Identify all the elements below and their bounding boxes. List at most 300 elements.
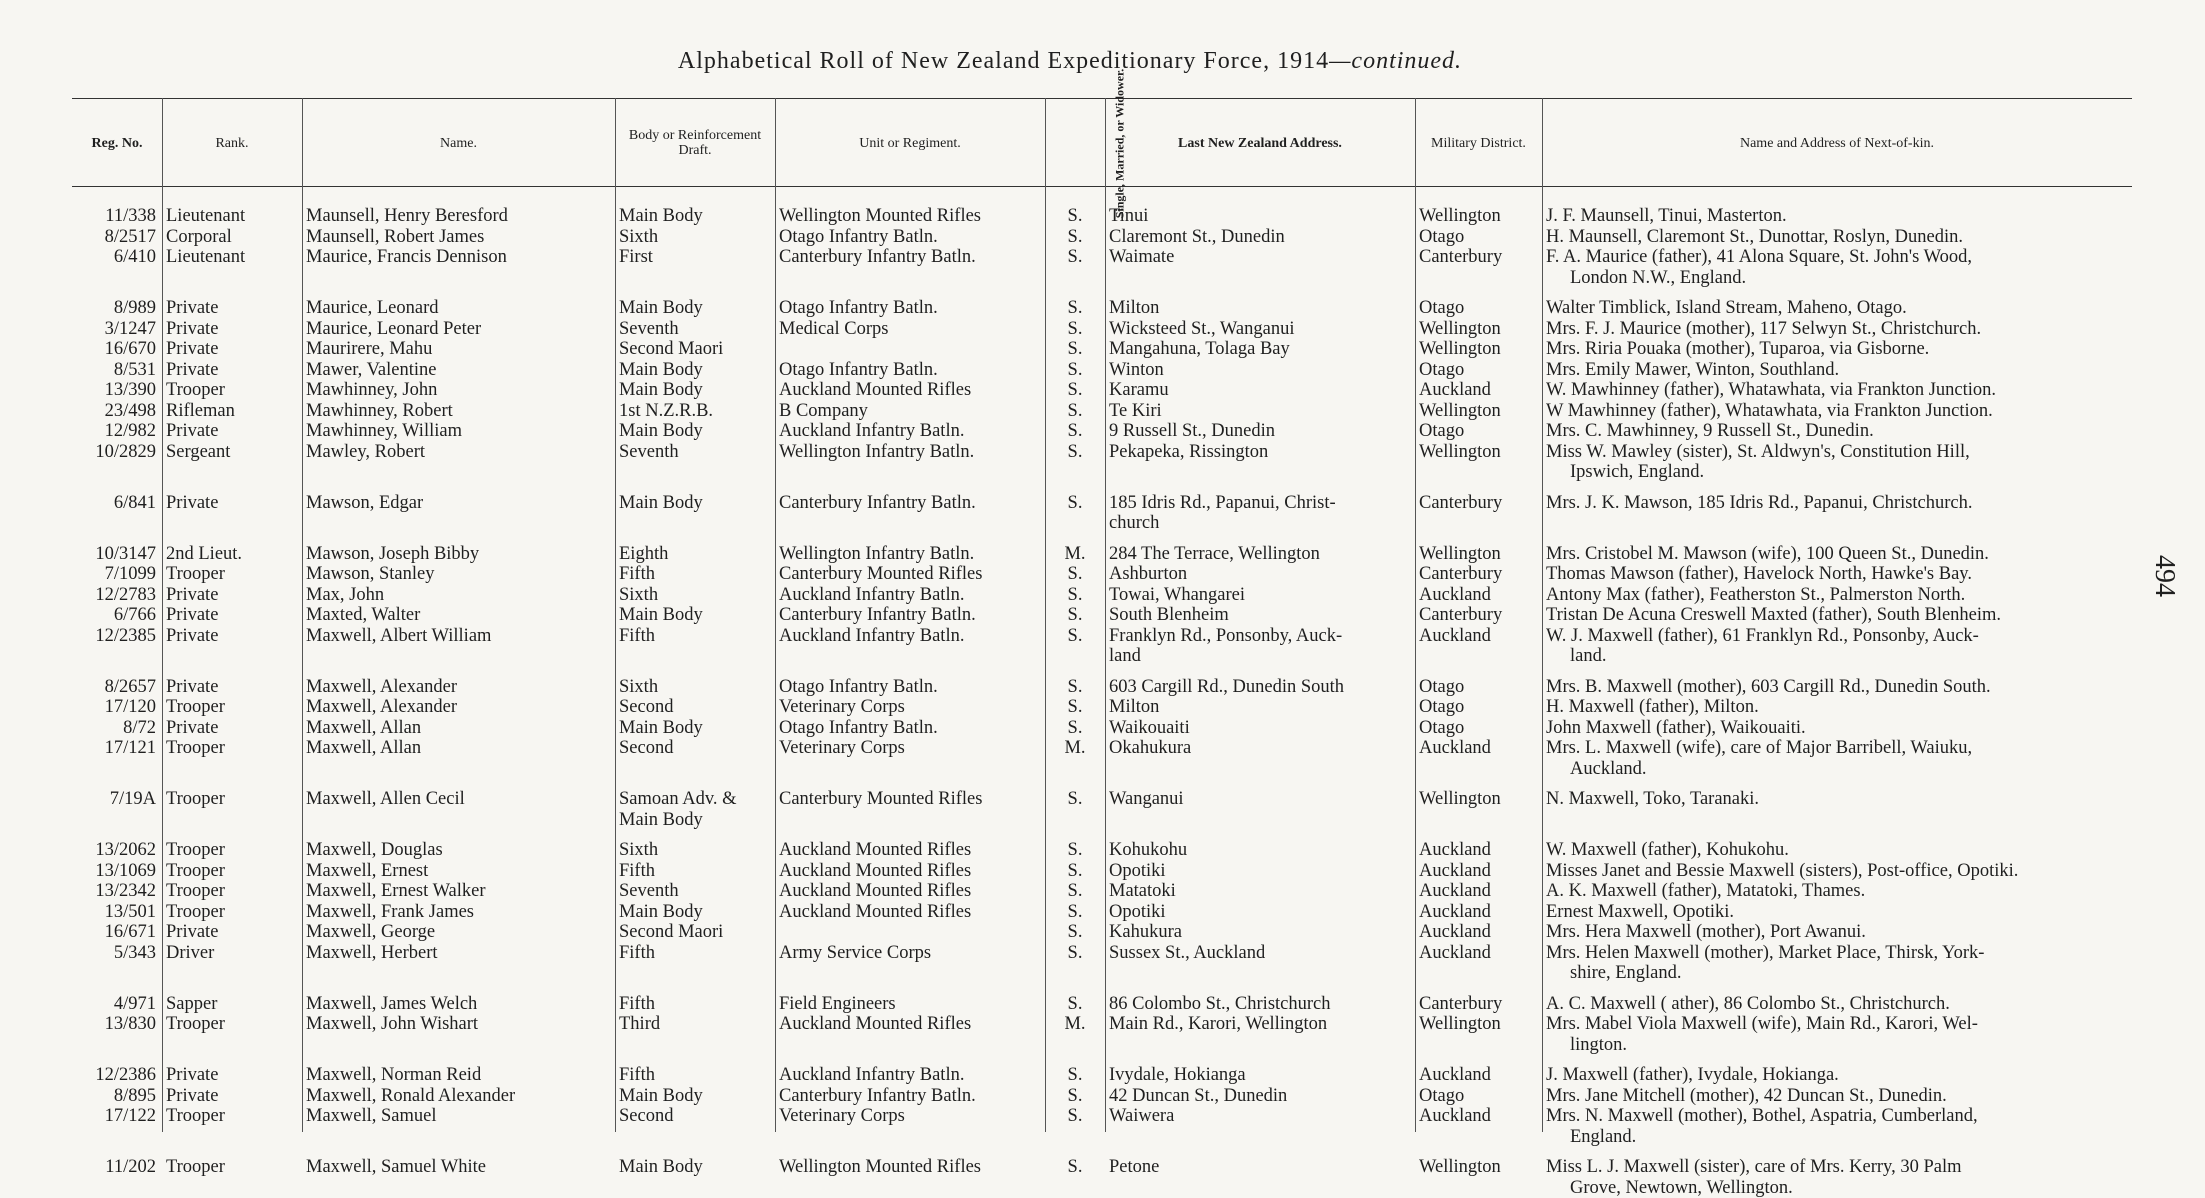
cell-address	[1105, 339, 1415, 360]
cell-district	[1415, 319, 1542, 340]
cell-reg-text: 13/2342	[95, 881, 156, 901]
cell-reg-text: 8/2657	[105, 677, 156, 697]
cell-district	[1415, 544, 1542, 565]
cell-unit-text: Canterbury Mounted Rifles	[779, 564, 982, 584]
cell-reg-text: 17/122	[105, 1106, 156, 1126]
cell-name-text: Maurice, Leonard Peter	[306, 319, 481, 339]
column-rule	[302, 98, 303, 1132]
cell-status	[1045, 922, 1105, 943]
cell-rank	[162, 626, 302, 667]
cell-draft-text: Seventh	[619, 319, 679, 339]
cell-address-text: Waikouaiti	[1109, 718, 1190, 738]
cell-status-text: S.	[1068, 718, 1083, 738]
cell-rank	[162, 902, 302, 923]
cell-kin-text: Walter Timblick, Island Stream, Maheno, Otago.	[1546, 298, 1907, 318]
cell-district	[1415, 697, 1542, 718]
cell-unit	[775, 677, 1045, 698]
cell-draft	[615, 789, 775, 830]
cell-kin-text: Mrs. Riria Pouaka (mother), Tuparoa, via Gisborne.	[1546, 339, 1929, 359]
cell-district-text: Canterbury	[1419, 994, 1502, 1014]
row-spacer	[72, 1055, 2132, 1065]
cell-rank-text: Corporal	[166, 227, 232, 247]
cell-name-text: Mawson, Joseph Bibby	[306, 544, 479, 564]
cell-unit	[775, 380, 1045, 401]
cell-name-text: Maurice, Francis Dennison	[306, 247, 507, 267]
cell-district	[1415, 227, 1542, 248]
cell-reg-text: 7/19A	[110, 789, 156, 809]
row-spacer	[72, 483, 2132, 493]
cell-kin-text: Mrs. Jane Mitchell (mother), 42 Duncan St., Dunedin.	[1546, 1086, 1947, 1106]
cell-address-text: Towai, Whangarei	[1109, 585, 1245, 605]
cell-address-text: 9 Russell St., Dunedin	[1109, 421, 1275, 441]
cell-kin-text: Mrs. Mabel Viola Maxwell (wife), Main Rd., Karori, Wel-	[1546, 1014, 1978, 1034]
cell-rank	[162, 718, 302, 739]
cell-reg-text: 13/2062	[95, 840, 156, 860]
row-spacer	[72, 984, 2132, 994]
cell-kin-text: Mrs. L. Maxwell (wife), care of Major Barribell, Waiuku,	[1546, 738, 1972, 758]
cell-unit-text: Otago Infantry Batln.	[779, 718, 938, 738]
cell-unit	[775, 881, 1045, 902]
cell-draft-text: Main Body	[619, 902, 703, 922]
cell-name	[302, 247, 615, 288]
cell-address	[1105, 585, 1415, 606]
cell-status-text: S.	[1068, 697, 1083, 717]
cell-rank-text: Lieutenant	[166, 206, 245, 226]
cell-status	[1045, 319, 1105, 340]
cell-status-text: S.	[1068, 319, 1083, 339]
cell-rank-text: Private	[166, 1065, 218, 1085]
cell-rank	[162, 994, 302, 1015]
cell-draft	[615, 902, 775, 923]
cell-reg-text: 13/501	[105, 902, 156, 922]
cell-reg	[72, 902, 162, 923]
cell-address-text: Franklyn Rd., Ponsonby, Auck-	[1109, 626, 1342, 646]
cell-name	[302, 881, 615, 902]
cell-address-text: Tinui	[1109, 206, 1148, 226]
cell-rank	[162, 247, 302, 288]
cell-rank	[162, 360, 302, 381]
cell-unit-text: Auckland Mounted Rifles	[779, 840, 971, 860]
cell-name-text: Maxwell, George	[306, 922, 435, 942]
cell-draft	[615, 339, 775, 360]
cell-name	[302, 401, 615, 422]
col-rank: Rank.	[162, 100, 302, 186]
cell-draft-text: Main Body	[619, 605, 703, 625]
cell-reg	[72, 1086, 162, 1107]
cell-address-text: Karamu	[1109, 380, 1169, 400]
cell-rank-text: Private	[166, 339, 218, 359]
cell-name-text: Mawhinney, Robert	[306, 401, 453, 421]
cell-district	[1415, 247, 1542, 288]
cell-kin-cont: Auckland.	[1546, 759, 2128, 780]
cell-name-text: Mawson, Edgar	[306, 493, 423, 513]
cell-unit-text: Wellington Infantry Batln.	[779, 442, 974, 462]
cell-address	[1105, 943, 1415, 984]
cell-name	[302, 360, 615, 381]
cell-unit	[775, 1014, 1045, 1055]
cell-draft	[615, 605, 775, 626]
cell-status-text: S.	[1068, 564, 1083, 584]
cell-draft-text: Fifth	[619, 1065, 655, 1085]
cell-district	[1415, 626, 1542, 667]
cell-name-text: Mawhinney, John	[306, 380, 437, 400]
cell-status	[1045, 697, 1105, 718]
cell-rank	[162, 1106, 302, 1147]
cell-reg	[72, 247, 162, 288]
cell-name-text: Maxwell, Ernest Walker	[306, 881, 486, 901]
cell-reg	[72, 738, 162, 779]
cell-kin-text: Mrs. B. Maxwell (mother), 603 Cargill Rd., Dunedin South.	[1546, 677, 1991, 697]
cell-rank-text: Driver	[166, 943, 214, 963]
cell-status	[1045, 298, 1105, 319]
cell-unit-text: Veterinary Corps	[779, 738, 905, 758]
cell-unit	[775, 298, 1045, 319]
cell-name-text: Maxwell, Allan	[306, 738, 421, 758]
cell-district	[1415, 861, 1542, 882]
cell-reg	[72, 789, 162, 830]
cell-kin-text: W. Maxwell (father), Kohukohu.	[1546, 840, 1789, 860]
cell-draft-text: Fifth	[619, 626, 655, 646]
cell-kin-text: J. F. Maunsell, Tinui, Masterton.	[1546, 206, 1787, 226]
cell-name-text: Maxwell, Albert William	[306, 626, 491, 646]
cell-kin-text: Misses Janet and Bessie Maxwell (sisters), Post-office, Opotiki.	[1546, 861, 2018, 881]
cell-rank	[162, 380, 302, 401]
cell-kin-text: Tristan De Acuna Creswell Maxted (father), South Blenheim.	[1546, 605, 2001, 625]
cell-status-text: S.	[1068, 206, 1083, 226]
table-row	[72, 943, 2132, 984]
cell-reg	[72, 493, 162, 534]
cell-name-text: Maxwell, Samuel	[306, 1106, 437, 1126]
column-rule	[615, 98, 616, 1132]
cell-reg	[72, 861, 162, 882]
cell-draft-text: Main Body	[619, 1157, 703, 1177]
cell-kin	[1542, 677, 2132, 698]
cell-address-text: 603 Cargill Rd., Dunedin South	[1109, 677, 1344, 697]
cell-district-text: Canterbury	[1419, 247, 1502, 267]
cell-draft	[615, 360, 775, 381]
cell-district-text: Auckland	[1419, 1065, 1491, 1085]
cell-reg-text: 8/989	[114, 298, 156, 318]
cell-reg	[72, 319, 162, 340]
cell-name	[302, 789, 615, 830]
cell-status-text: S.	[1068, 994, 1083, 1014]
cell-reg-text: 12/2385	[95, 626, 156, 646]
cell-kin	[1542, 1014, 2132, 1055]
cell-district	[1415, 881, 1542, 902]
cell-unit	[775, 319, 1045, 340]
cell-unit	[775, 840, 1045, 861]
cell-rank	[162, 789, 302, 830]
cell-status-text: S.	[1068, 421, 1083, 441]
cell-reg	[72, 1106, 162, 1147]
table-row	[72, 442, 2132, 483]
cell-kin-text: Mrs. Hera Maxwell (mother), Port Awanui.	[1546, 922, 1866, 942]
cell-address-text: Milton	[1109, 697, 1159, 717]
cell-reg	[72, 697, 162, 718]
cell-kin-text: Thomas Mawson (father), Havelock North, Hawke's Bay.	[1546, 564, 1972, 584]
cell-address-text: South Blenheim	[1109, 605, 1229, 625]
cell-status	[1045, 421, 1105, 442]
cell-draft-text: First	[619, 247, 653, 267]
cell-district	[1415, 564, 1542, 585]
cell-reg	[72, 339, 162, 360]
cell-name	[302, 943, 615, 984]
cell-draft-text: Main Body	[619, 298, 703, 318]
title-main: Alphabetical Roll of New Zealand Expeditionary Force, 1914	[678, 48, 1329, 74]
cell-kin	[1542, 902, 2132, 923]
table-row	[72, 1106, 2132, 1147]
cell-unit-text: Canterbury Infantry Batln.	[779, 605, 976, 625]
table-row	[72, 840, 2132, 861]
cell-rank-text: Private	[166, 718, 218, 738]
cell-reg	[72, 544, 162, 565]
cell-unit-text: Wellington Mounted Rifles	[779, 1157, 981, 1177]
cell-draft	[615, 1065, 775, 1086]
col-address: Last New Zealand Address.	[1105, 100, 1415, 186]
cell-district-text: Wellington	[1419, 544, 1501, 564]
cell-address	[1105, 677, 1415, 698]
cell-unit-text: Field Engineers	[779, 994, 896, 1014]
cell-reg	[72, 994, 162, 1015]
cell-unit	[775, 360, 1045, 381]
cell-district	[1415, 677, 1542, 698]
cell-reg	[72, 1065, 162, 1086]
roll-body	[72, 206, 2132, 1198]
cell-kin-text: Mrs. Cristobel M. Mawson (wife), 100 Queen St., Dunedin.	[1546, 544, 1989, 564]
cell-district-text: Wellington	[1419, 401, 1501, 421]
cell-draft-text: Sixth	[619, 840, 658, 860]
cell-unit	[775, 585, 1045, 606]
cell-status-text: S.	[1068, 605, 1083, 625]
cell-district	[1415, 840, 1542, 861]
cell-address-text: Waimate	[1109, 247, 1174, 267]
cell-kin-text: Ernest Maxwell, Opotiki.	[1546, 902, 1734, 922]
header-row	[72, 100, 2132, 186]
cell-unit	[775, 943, 1045, 984]
cell-address-text: Wicksteed St., Wanganui	[1109, 319, 1294, 339]
cell-status	[1045, 1106, 1105, 1147]
cell-status-text: S.	[1068, 922, 1083, 942]
cell-reg-text: 10/2829	[95, 442, 156, 462]
cell-rank	[162, 861, 302, 882]
cell-district-text: Auckland	[1419, 1106, 1491, 1126]
cell-address-text: Claremont St., Dunedin	[1109, 227, 1285, 247]
cell-draft-text: Second	[619, 1106, 673, 1126]
cell-unit	[775, 227, 1045, 248]
cell-district-text: Otago	[1419, 298, 1464, 318]
cell-rank	[162, 738, 302, 779]
cell-rank-text: Trooper	[166, 902, 225, 922]
cell-kin	[1542, 840, 2132, 861]
cell-kin	[1542, 881, 2132, 902]
cell-draft	[615, 493, 775, 534]
cell-unit	[775, 421, 1045, 442]
cell-kin-text: Antony Max (father), Featherston St., Palmerston North.	[1546, 585, 1965, 605]
cell-address	[1105, 922, 1415, 943]
cell-status	[1045, 247, 1105, 288]
cell-status-text: S.	[1068, 861, 1083, 881]
cell-address	[1105, 738, 1415, 779]
cell-rank	[162, 677, 302, 698]
cell-kin-text: Mrs. C. Mawhinney, 9 Russell St., Dunedin.	[1546, 421, 1874, 441]
cell-district-text: Wellington	[1419, 206, 1501, 226]
cell-unit	[775, 1086, 1045, 1107]
row-spacer	[72, 288, 2132, 298]
cell-rank	[162, 922, 302, 943]
cell-kin-text: Mrs. J. K. Mawson, 185 Idris Rd., Papanui, Christchurch.	[1546, 493, 1973, 513]
cell-rank-text: Rifleman	[166, 401, 235, 421]
cell-district-text: Otago	[1419, 697, 1464, 717]
cell-address-text: Sussex St., Auckland	[1109, 943, 1265, 963]
cell-status	[1045, 1014, 1105, 1055]
cell-name	[302, 493, 615, 534]
cell-draft	[615, 922, 775, 943]
cell-name	[302, 564, 615, 585]
cell-unit-text: Otago Infantry Batln.	[779, 227, 938, 247]
cell-draft-text: Main Body	[619, 493, 703, 513]
cell-draft	[615, 861, 775, 882]
column-rule	[1415, 98, 1416, 1132]
cell-rank-text: Trooper	[166, 789, 225, 809]
cell-district	[1415, 1014, 1542, 1055]
cell-district-text: Auckland	[1419, 380, 1491, 400]
cell-address-text: Waiwera	[1109, 1106, 1174, 1126]
cell-kin	[1542, 1065, 2132, 1086]
cell-unit-text: Wellington Infantry Batln.	[779, 544, 974, 564]
cell-kin	[1542, 564, 2132, 585]
cell-status-text: S.	[1068, 380, 1083, 400]
cell-status-text: M.	[1064, 738, 1085, 758]
cell-address-cont: land	[1109, 646, 1411, 667]
cell-district-text: Auckland	[1419, 585, 1491, 605]
cell-draft	[615, 380, 775, 401]
cell-status-text: S.	[1068, 1086, 1083, 1106]
cell-name	[302, 1014, 615, 1055]
cell-draft-text: Second Maori	[619, 339, 723, 359]
cell-rank	[162, 421, 302, 442]
cell-name-text: Mawhinney, William	[306, 421, 462, 441]
cell-rank-text: Private	[166, 421, 218, 441]
cell-kin	[1542, 380, 2132, 401]
cell-district-text: Auckland	[1419, 840, 1491, 860]
cell-unit-text: Veterinary Corps	[779, 1106, 905, 1126]
cell-kin	[1542, 585, 2132, 606]
cell-rank-text: Private	[166, 626, 218, 646]
cell-status-text: S.	[1068, 339, 1083, 359]
cell-rank-text: Trooper	[166, 840, 225, 860]
cell-unit	[775, 738, 1045, 779]
cell-address	[1105, 840, 1415, 861]
cell-name	[302, 697, 615, 718]
col-district: Military District.	[1415, 100, 1542, 186]
cell-reg	[72, 298, 162, 319]
cell-unit	[775, 1065, 1045, 1086]
cell-reg	[72, 227, 162, 248]
table-row	[72, 789, 2132, 830]
cell-name	[302, 626, 615, 667]
cell-reg-text: 8/72	[123, 718, 156, 738]
cell-address	[1105, 247, 1415, 288]
table-row	[72, 1014, 2132, 1055]
row-spacer	[72, 779, 2132, 789]
cell-district	[1415, 442, 1542, 483]
table-row	[72, 881, 2132, 902]
cell-unit-text: Veterinary Corps	[779, 697, 905, 717]
cell-draft	[615, 718, 775, 739]
row-spacer	[72, 830, 2132, 840]
col-status-label: Single, Married, or Widower.	[1113, 68, 1126, 218]
cell-name	[302, 380, 615, 401]
cell-status-text: M.	[1064, 544, 1085, 564]
cell-rank	[162, 1065, 302, 1086]
cell-draft-text: Sixth	[619, 677, 658, 697]
cell-district-text: Wellington	[1419, 789, 1501, 809]
cell-reg-text: 13/830	[105, 1014, 156, 1034]
cell-district	[1415, 298, 1542, 319]
cell-rank-text: Private	[166, 360, 218, 380]
cell-unit	[775, 902, 1045, 923]
cell-kin-cont: England.	[1546, 1127, 2128, 1148]
cell-unit-text: Otago Infantry Batln.	[779, 677, 938, 697]
cell-address-text: Kahukura	[1109, 922, 1182, 942]
cell-status	[1045, 881, 1105, 902]
cell-unit	[775, 861, 1045, 882]
cell-reg-text: 12/2783	[95, 585, 156, 605]
cell-draft	[615, 206, 775, 227]
cell-kin	[1542, 718, 2132, 739]
cell-kin	[1542, 544, 2132, 565]
cell-status-text: S.	[1068, 840, 1083, 860]
cell-district	[1415, 994, 1542, 1015]
cell-district	[1415, 1086, 1542, 1107]
col-name: Name.	[302, 100, 615, 186]
cell-status	[1045, 442, 1105, 483]
cell-kin-text: W. Mawhinney (father), Whatawhata, via Frankton Junction.	[1546, 380, 1996, 400]
cell-address	[1105, 206, 1415, 227]
table-row	[72, 718, 2132, 739]
cell-kin-text: W. J. Maxwell (father), 61 Franklyn Rd., Ponsonby, Auck-	[1546, 626, 1979, 646]
cell-district	[1415, 421, 1542, 442]
cell-unit-text: Canterbury Mounted Rifles	[779, 789, 982, 809]
cell-status	[1045, 861, 1105, 882]
cell-address	[1105, 1086, 1415, 1107]
cell-kin-cont: land.	[1546, 646, 2128, 667]
table-row	[72, 421, 2132, 442]
cell-address-text: Opotiki	[1109, 902, 1166, 922]
cell-unit-text: Auckland Mounted Rifles	[779, 881, 971, 901]
cell-district-text: Wellington	[1419, 339, 1501, 359]
cell-unit	[775, 1106, 1045, 1147]
cell-district	[1415, 738, 1542, 779]
cell-status	[1045, 738, 1105, 779]
cell-address	[1105, 1014, 1415, 1055]
cell-kin	[1542, 421, 2132, 442]
cell-reg	[72, 1014, 162, 1055]
cell-rank	[162, 401, 302, 422]
cell-name	[302, 227, 615, 248]
table-row	[72, 360, 2132, 381]
table-row	[72, 585, 2132, 606]
cell-name	[302, 994, 615, 1015]
cell-reg	[72, 564, 162, 585]
row-spacer	[72, 667, 2132, 677]
cell-district-text: Wellington	[1419, 1014, 1501, 1034]
cell-status	[1045, 605, 1105, 626]
cell-draft-text: Second	[619, 697, 673, 717]
cell-reg	[72, 922, 162, 943]
cell-address-text: Okahukura	[1109, 738, 1191, 758]
cell-draft	[615, 738, 775, 779]
